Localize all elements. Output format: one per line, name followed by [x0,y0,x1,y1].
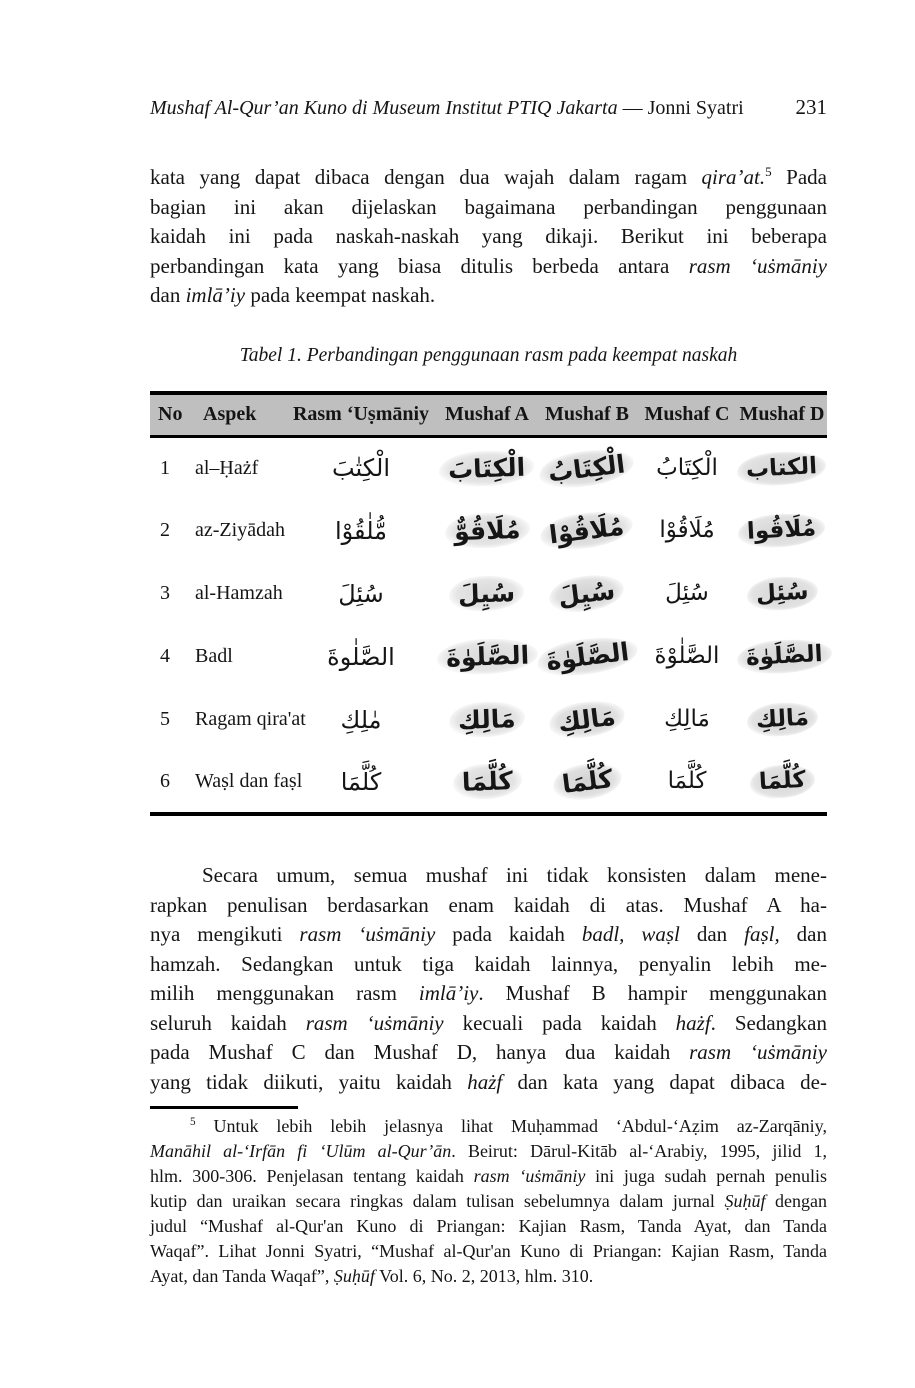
column-header-mushaf-d: Mushaf D [739,403,825,426]
row-number-cell: 1 [160,456,170,479]
mushaf-a-sample [437,751,537,814]
row-number-cell: 3 [160,582,170,604]
rasm-usmaniy-sample [285,436,437,499]
aspect-cell: Ragam qira'at [195,708,306,730]
arabic-script-text: الصَّلَوٰةَ [736,638,832,676]
arabic-script-text: مَالِكِ [449,701,526,739]
discussion-paragraph-line: milih menggunakan rasm imlā’iy. Mushaf B hampir menggunakan [150,981,827,1005]
arabic-script-text: الْكِتٰبَ [331,454,391,483]
arabic-script-text: مَالِكِ [664,706,710,733]
arabic-script-text: الصَّلٰوْةَ [654,643,720,670]
mushaf-d-sample [737,625,827,688]
arabic-script-text: كُلَّمَا [340,767,382,796]
arabic-script-text: مُلَاقُوٌّ [444,511,530,549]
rasm-usmaniy-sample [285,499,437,562]
mushaf-b-sample [537,436,637,499]
table-row [150,562,827,625]
intro-paragraph-line: kata yang dapat dibaca dengan dua wajah dalam ragam qira’at.$^5$ Pada [150,164,827,189]
mushaf-d-sample [737,499,827,562]
mushaf-c-sample [637,688,737,751]
paragraph-intro [150,163,827,311]
running-head-author: Jonni Syatri [647,97,744,119]
mushaf-d-sample [737,436,827,499]
arabic-script-text: كُلَّمَا [749,763,815,799]
arabic-script-text: الصَّلٰوةَ [327,642,395,671]
running-head-title: Mushaf Al-Qur’an Kuno di Museum Institut PTIQ Jakarta [150,97,618,119]
running-head-left [150,97,744,120]
mushaf-d-sample [737,688,827,751]
intro-paragraph-line: perbandingan kata yang biasa ditulis berbeda antara rasm ‘uṡmāniy [150,253,827,278]
mushaf-c-sample [637,499,737,562]
arabic-script-text: كُلَّمَا [551,760,624,803]
mushaf-a-sample [437,436,537,499]
column-header-rasm-u-m-niy: Rasm ‘Uṣmāniy [292,403,430,426]
arabic-script-text: سُيِلَ [548,571,627,615]
mushaf-a-sample [437,499,537,562]
column-header-no: No [158,403,183,426]
footnote-line: hlm. 300-306. Penjelasan tentang kaidah rasm ‘uṡmāniy ini juga sudah pernah penulis [150,1166,827,1186]
table-header-row [150,393,827,436]
arabic-script-text: كُلَّمَا [452,763,522,801]
footnote-line: Ayat, dan Tanda Waqaf”, Ṣuḥūf Vol. 6, No. 2, 2013, hlm. 310. [150,1266,594,1286]
aspect-cell: Badl [195,645,233,667]
arabic-script-text: مُلَاقُوْا [539,507,636,553]
mushaf-b-sample [537,499,637,562]
arabic-script-text: سُئِل [746,575,818,611]
running-head-separator: — [622,97,643,119]
table-row [150,499,827,562]
rasm-usmaniy-sample [285,562,437,625]
mushaf-a-sample [437,562,537,625]
discussion-paragraph-line: pada Mushaf C dan Mushaf D, hanya dua kaidah rasm ‘uṡmāniy [150,1040,828,1064]
footnote [150,1114,827,1289]
arabic-script-text: مُلَاقُوا [738,512,827,549]
rasm-usmaniy-sample [285,751,437,814]
footnote-line: $^5$ Untuk lebih lebih jelasnya lihat Muḥammad ‘Abdul-‘Aẓim az-Zarqāniy, [190,1116,827,1136]
table-body [150,436,827,814]
table-caption: Tabel 1. Perbandingan penggunaan rasm pada keempat naskah [239,345,738,366]
arabic-script-text: سُئِلَ [665,580,709,607]
column-header-mushaf-a: Mushaf A [445,403,529,426]
mushaf-b-sample [537,751,637,814]
mushaf-b-sample [537,562,637,625]
mushaf-c-sample [637,562,737,625]
table-header [150,393,827,436]
table-row [150,436,827,499]
aspect-cell: al-Hamzah [195,582,283,604]
row-number-cell: 6 [160,770,170,792]
mushaf-a-sample [437,688,537,751]
page-number: 231 [795,95,827,119]
arabic-script-text: سُيِلَ [449,575,525,613]
arabic-script-text: مَالِكِ [746,701,819,737]
arabic-script-text: الْكِتَابُ [538,445,637,492]
aspect-cell: az-Ziyādah [195,519,285,541]
discussion-paragraph-line: Secara umum, semua mushaf ini tidak konsisten dalam mene- [202,863,827,887]
aspect-cell: Waṣl dan faṣl [195,770,303,792]
mushaf-d-sample [737,562,827,625]
arabic-script-text: سُئِلَ [338,579,384,608]
mushaf-b-sample [537,688,637,751]
row-number-cell: 2 [160,519,170,541]
intro-paragraph-line: bagian ini akan dijelaskan bagaimana perbandingan penggunaan [150,194,827,219]
discussion-paragraph-line: rapkan penulisan berdasarkan enam kaidah di atas. Mushaf A ha- [150,892,827,917]
footnote-line: Waqaf”. Lihat Jonni Syatri, “Mushaf al-Qur'an Kuno di Priangan: Kajian Rasm, Tanda [150,1241,827,1261]
arabic-script-text: الْكِتَابُ [656,454,718,481]
footnote-line: kutip dan uraikan secara ringkas dalam tulisan sebelumnya dalam jurnal Ṣuḥūf dengan [150,1191,828,1211]
rasm-usmaniy-sample [285,625,437,688]
intro-paragraph-line: kaidah ini pada naskah-naskah yang dikaji. Berikut ini beberapa [150,224,827,248]
rasm-usmaniy-sample [285,688,437,751]
row-number-cell: 5 [160,708,170,730]
column-header-mushaf-c: Mushaf C [644,403,730,426]
discussion-paragraph-line: nya mengikuti rasm ‘uṡmāniy pada kaidah badl, waṣl dan faṣl, dan [150,922,827,946]
running-head [150,95,827,120]
column-header-mushaf-b: Mushaf B [545,403,629,426]
discussion-paragraph-line: seluruh kaidah rasm ‘uṡmāniy kecuali pada kaidah hażf. Sedangkan [150,1010,828,1035]
aspect-cell: al–Ḥażf [195,456,259,479]
mushaf-c-sample [637,751,737,814]
intro-paragraph-line: dan imlā’iy pada keempat naskah. [150,283,436,307]
arabic-script-text: مُّلٰقُوْا [334,516,387,545]
mushaf-c-sample [637,625,737,688]
arabic-script-text: الصَّلَوٰةَ [535,633,640,680]
mushaf-a-sample [437,625,537,688]
discussion-paragraph-line: yang tidak diikuti, yaitu kaidah hażf dan kata yang dapat dibaca de- [150,1069,827,1094]
arabic-script-text: مُلَاقُوْا [659,517,715,544]
table-row [150,688,827,751]
arabic-script-text: كُلَّمَا [667,768,707,795]
table-row [150,625,827,688]
arabic-script-text: الصَّلَوٰةَ [436,637,538,676]
column-header-aspek: Aspek [203,403,257,426]
arabic-script-text: الْكِتَابَ [439,449,535,488]
mushaf-d-sample [737,751,827,814]
discussion-paragraph-line: hamzah. Sedangkan untuk tiga kaidah lainnya, penyalin lebih me- [150,951,827,976]
arabic-script-text: مَالِكِ [547,697,626,741]
mushaf-c-sample [637,436,737,499]
arabic-script-text: الكتاب [737,450,828,487]
table-row [150,751,827,814]
paragraph-discussion [150,861,827,1097]
footnote-line: judul “Mushaf al-Qur'an Kuno di Priangan: Kajian Rasm, Tanda Ayat, dan Tanda [150,1216,827,1236]
row-number-cell: 4 [160,645,170,667]
arabic-script-text: مٰلِكِ [340,705,382,734]
footnote-line: Manāhil al-‘Irfān fi ‘Ulūm al-Qur’ān. Beirut: Dārul-Kitāb al-‘Arabiy, 1995, jilid 1, [150,1141,827,1161]
rasm-comparison-table [150,391,827,816]
mushaf-b-sample [537,625,637,688]
footnote-separator-rule [150,1106,298,1109]
